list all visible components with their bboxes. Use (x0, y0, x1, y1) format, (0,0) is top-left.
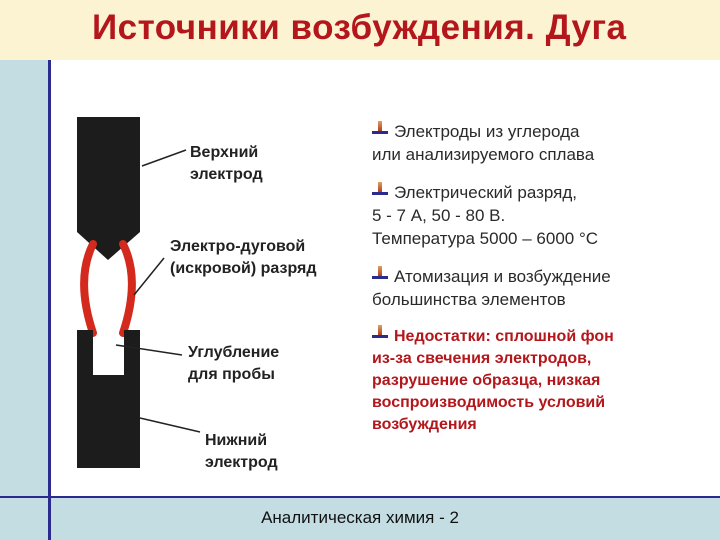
bullet-item: Атомизация и возбуждение большинства элементов (372, 267, 611, 309)
upper-electrode (77, 117, 140, 260)
bullet-marker-icon (372, 125, 390, 137)
lower-electrode (77, 330, 140, 468)
leader-lower (140, 418, 200, 432)
bullet-marker-icon (372, 270, 390, 282)
bullet-marker-icon (372, 329, 390, 341)
bullet-marker-icon (372, 186, 390, 198)
bullet-list (372, 120, 702, 451)
slide-title: Источники возбуждения. Дуга (92, 8, 627, 47)
label-upper-electrode: Верхний электрод (190, 144, 263, 183)
label-arc: Электро-дуговой (искровой) разряд (170, 238, 317, 277)
arc-right (123, 244, 132, 333)
label-lower-electrode: Нижний электрод (205, 432, 278, 471)
bullet-item: Электроды из углерода или анализируемого сплава (372, 122, 595, 164)
bullet-item: Электрический разряд, 5 - 7 А, 50 - 80 В. Температура 5000 – 6000 °С (372, 183, 599, 248)
arc-left (84, 244, 93, 333)
leader-arc (134, 258, 164, 295)
footer-text: Аналитическая химия - 2 (261, 508, 459, 527)
bullet-item-drawbacks: Недостатки: сплошной фон из-за свечения электродов, разрушение образца, низкая воспроизводимость условий возбуждения (372, 326, 702, 436)
label-recess: Углубление для пробы (188, 344, 280, 383)
leader-upper (142, 150, 186, 166)
